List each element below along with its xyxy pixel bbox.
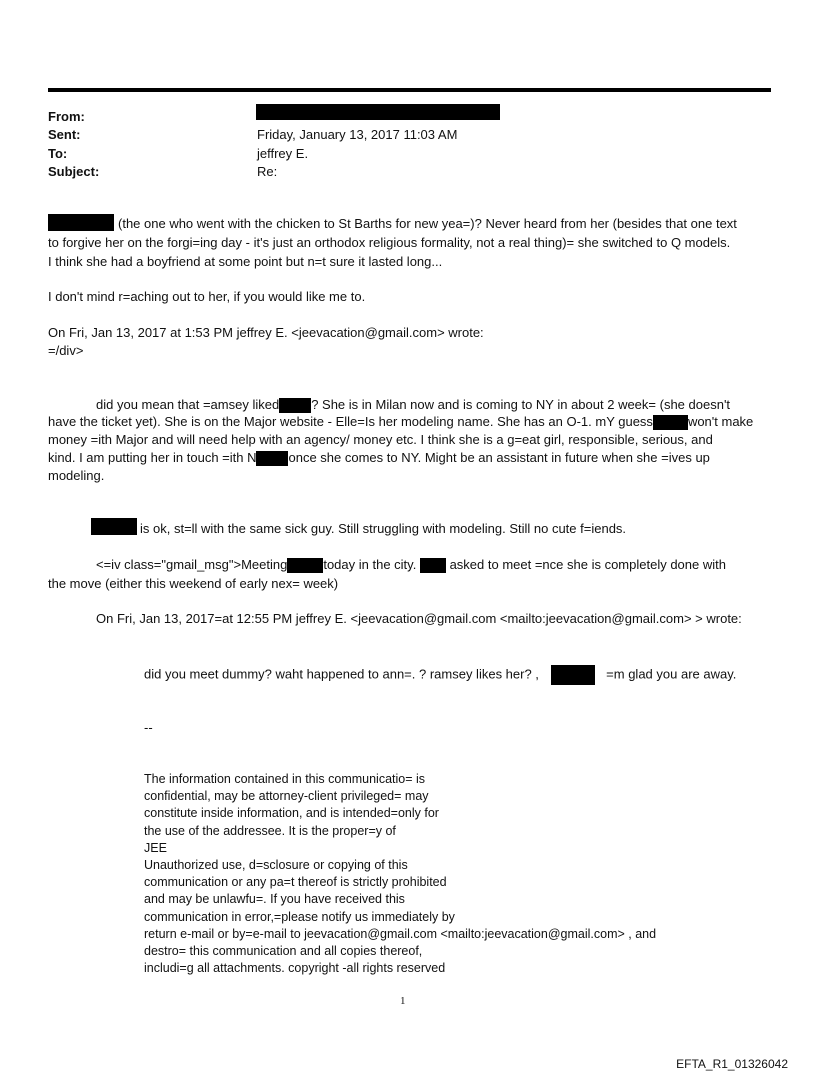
disclaimer-line: communication in error,=please notify us immediately by — [144, 909, 455, 924]
body-text: today in the city. — [323, 557, 417, 572]
body-text: did you mean that =amsey liked — [96, 397, 280, 412]
disclaimer-line: constitute inside information, and is intended=only for — [144, 806, 439, 821]
disclaimer-line: the use of the addressee. It is the proper=y of — [144, 823, 396, 838]
from-redaction — [256, 104, 500, 120]
body-line — [96, 397, 730, 413]
page-number: 1 — [400, 995, 406, 1007]
disclaimer-line: destro= this communication and all copies thereof, — [144, 944, 423, 959]
body-line: I don't mind r=aching out to her, if you would like me to. — [48, 289, 366, 304]
document-id: EFTA_R1_01326042 — [676, 1057, 788, 1071]
name-redaction — [256, 451, 288, 466]
body-line: modeling. — [48, 468, 105, 483]
body-line: (the one who went with the chicken to St Barths for new yea=)? Never heard from her (besides that one text — [118, 216, 737, 231]
disclaimer-line: return e-mail or by=e-mail to jeevacation@gmail.com <mailto:jeevacation@gmail.com> , and — [144, 926, 657, 941]
disclaimer-line: Unauthorized use, d=sclosure or copying of this — [144, 858, 408, 873]
disclaimer-line: includi=g all attachments. copyright -all rights reserved — [144, 961, 446, 976]
name-redaction — [653, 415, 688, 430]
body-line: I think she had a boyfriend at some point but n=t sure it lasted long... — [48, 254, 443, 269]
name-redaction — [48, 214, 114, 231]
body-text: asked to meet =nce she is completely done with — [449, 557, 726, 572]
name-redaction — [551, 665, 595, 685]
name-redaction — [279, 398, 311, 413]
header-rule — [48, 88, 771, 92]
name-redaction — [287, 558, 323, 573]
name-redaction — [420, 558, 446, 573]
disclaimer-line: The information contained in this communicatio= is — [144, 772, 426, 786]
body-text: have the ticket yet). She is on the Major website - Elle=Is her modeling name. She has an O-1. mY guess — [48, 414, 653, 429]
name-redaction — [91, 518, 137, 535]
body-text: kind. I am putting her in touch =ith N — [48, 450, 257, 465]
body-line — [48, 414, 753, 430]
quote-header: On Fri, Jan 13, 2017 at 1:53 PM jeffrey E. <jeevacation@gmail.com> wrote: — [48, 325, 484, 340]
sent-value: Friday, January 13, 2017 11:03 AM — [257, 127, 458, 142]
disclaimer-line: confidential, may be attorney-client privileged= may — [144, 789, 429, 804]
body-line: to forgive her on the forgi=ing day - it's just an orthodox religious formality, not a real thing)= she switched to Q models. — [48, 235, 731, 250]
quote-header: On Fri, Jan 13, 2017=at 12:55 PM jeffrey E. <jeevacation@gmail.com <mailto:jeevacation@gmail.com> > wrote: — [96, 611, 742, 626]
body-line: money =ith Major and will need help with an agency/ money etc. I think she is a g=eat girl, responsible, serious, and — [48, 432, 713, 447]
disclaimer-line: JEE — [144, 840, 167, 855]
to-value: jeffrey E. — [257, 146, 309, 161]
body-text: won't make — [687, 414, 754, 429]
signature-separator: -- — [144, 720, 153, 735]
body-text: ? She is in Milan now and is coming to NY in about 2 week= (she doesn't — [311, 397, 731, 412]
disclaimer-line: communication or any pa=t thereof is strictly prohibited — [144, 875, 447, 890]
body-text: <=iv class="gmail_msg">Meeting — [96, 557, 288, 572]
to-label: To: — [48, 146, 68, 161]
body-line: the move (either this weekend of early nex= week) — [48, 576, 339, 591]
from-label: From: — [48, 109, 85, 124]
body-line — [144, 665, 736, 685]
body-line: is ok, st=ll with the same sick guy. Still struggling with modeling. Still no cute f=iends. — [140, 521, 627, 536]
disclaimer-line: and may be unlawfu=. If you have received this — [144, 892, 405, 907]
sent-label: Sent: — [48, 127, 81, 142]
body-line — [48, 450, 710, 466]
subject-value: Re: — [257, 164, 278, 179]
body-line — [96, 557, 726, 573]
body-line: =/div> — [48, 343, 84, 358]
body-text: once she comes to NY. Might be an assistant in future when she =ives up — [288, 450, 710, 465]
subject-label: Subject: — [48, 164, 100, 179]
body-text: did you meet dummy? waht happened to ann=. ? ramsey likes her? , — [144, 666, 539, 682]
disclaimer — [144, 771, 656, 977]
body-text: =m glad you are away. — [606, 666, 737, 682]
